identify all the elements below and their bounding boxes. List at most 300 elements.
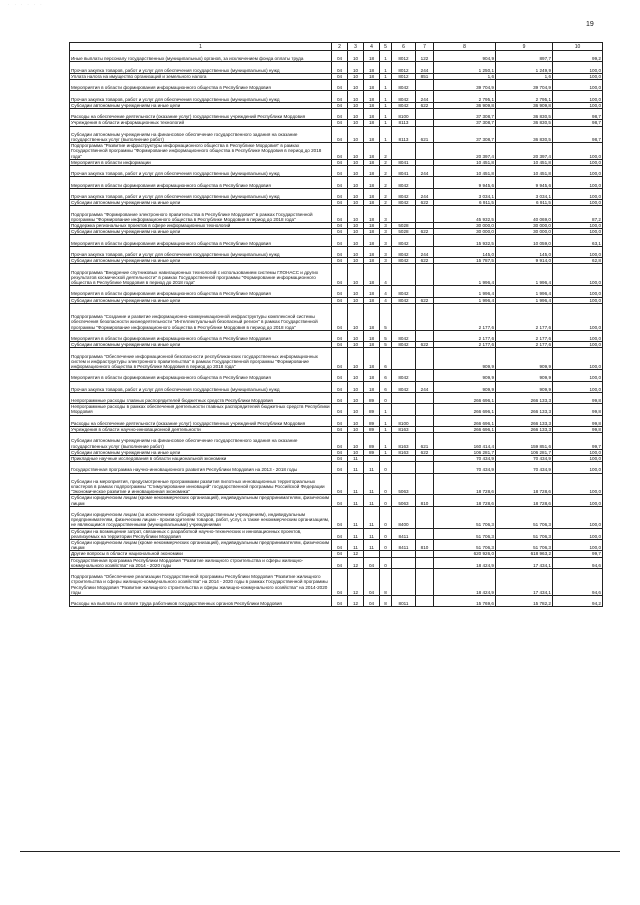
planned-amount-cell: 37 308,7 (434, 108, 496, 119)
planned-amount-cell: 15 787,5 (434, 258, 496, 264)
executed-amount-cell: 51 706,3 (496, 540, 553, 551)
section-code-cell: 04 (332, 427, 348, 433)
table-row (70, 330, 603, 341)
section-code-cell: 04 (332, 51, 348, 62)
percent-executed-cell: 100,0 (553, 303, 603, 330)
target-code-cell: 5063 (392, 473, 416, 495)
subsection-code-cell: 10 (348, 73, 364, 79)
executed-amount-cell: 266 133,3 (496, 415, 553, 426)
planned-amount-cell: 2 177,6 (434, 330, 496, 341)
table-row (70, 495, 603, 506)
section-code-cell: 04 (332, 303, 348, 330)
subprogram-code-cell: 1 (380, 404, 392, 415)
program-code-cell: 18 (364, 206, 380, 223)
subprogram-code-cell: 4 (380, 286, 392, 297)
expense-type-cell (416, 303, 434, 330)
subprogram-code-cell: 2 (380, 200, 392, 206)
planned-amount-cell: 30 000,0 (434, 222, 496, 228)
table-row (70, 264, 603, 286)
program-code-cell: 18 (364, 126, 380, 143)
expense-type-cell (416, 348, 434, 370)
header-cell: 6 (392, 43, 416, 51)
target-code-cell: 8100 (392, 108, 416, 119)
subprogram-code-cell: 1 (380, 126, 392, 143)
expense-type-cell (416, 462, 434, 473)
subprogram-code-cell: 0 (380, 495, 392, 506)
subsection-code-cell: 10 (348, 177, 364, 188)
expense-type-cell: 810 (416, 495, 434, 506)
program-code-cell: 18 (364, 188, 380, 199)
target-code-cell (392, 569, 416, 596)
subprogram-code-cell: 1 (380, 102, 392, 108)
program-code-cell: 18 (364, 297, 380, 303)
item-name-cell: Подпрограмма "Развитие инфраструктуры информационного общества в Республике Мордовия" в рамках Государственной программы "Формирование информационного общества в Республике Мордовия в период до 2018 года" (70, 143, 332, 160)
item-name-cell: Субсидии автономным учреждениям на иные цели (70, 297, 332, 303)
subsection-code-cell: 10 (348, 206, 364, 223)
program-code-cell: 18 (364, 79, 380, 90)
planned-amount-cell: 909,9 (434, 348, 496, 370)
expense-type-cell (416, 206, 434, 223)
section-code-cell: 04 (332, 433, 348, 450)
table-row (70, 126, 603, 143)
subprogram-code-cell: 1 (380, 449, 392, 455)
item-name-cell: Другие вопросы в области национальной экономики (70, 551, 332, 557)
section-code-cell: 04 (332, 73, 348, 79)
header-cell: 8 (434, 43, 496, 51)
subsection-code-cell: 10 (348, 143, 364, 160)
program-code-cell: 89 (364, 449, 380, 455)
expense-type-cell: 244 (416, 188, 434, 199)
planned-amount-cell: 3 034,1 (434, 188, 496, 199)
subprogram-code-cell: 2 (380, 159, 392, 165)
executed-amount-cell: 10 451,8 (496, 159, 553, 165)
planned-amount-cell: 1 250,1 (434, 62, 496, 73)
executed-amount-cell: 1 996,4 (496, 264, 553, 286)
subprogram-code-cell: 5 (380, 303, 392, 330)
target-code-cell: 8163 (392, 449, 416, 455)
subprogram-code-cell: 1 (380, 91, 392, 102)
executed-amount-cell: 30 000,0 (496, 229, 553, 235)
percent-executed-cell: 100,0 (553, 473, 603, 495)
subprogram-code-cell: 3 (380, 222, 392, 228)
executed-amount-cell: 18 728,6 (496, 495, 553, 506)
header-cell: 1 (70, 43, 332, 51)
table-row (70, 348, 603, 370)
table-row (70, 370, 603, 381)
item-name-cell: Мероприятия в области формирования информационного общества в Республике Мордовия (70, 286, 332, 297)
percent-executed-cell: 100,0 (553, 297, 603, 303)
percent-executed-cell: 100,0 (553, 177, 603, 188)
section-code-cell: 04 (332, 569, 348, 596)
program-code-cell: 18 (364, 200, 380, 206)
executed-amount-cell: 30 000,0 (496, 222, 553, 228)
item-name-cell: Расходы на обеспечение деятельности (оказание услуг) государственных учреждений Республики Мордовия (70, 415, 332, 426)
expense-type-cell (416, 404, 434, 415)
item-name-cell: Непрограммные расходы главных распорядителей бюджетных средств Республики Мордовия (70, 392, 332, 403)
subsection-code-cell: 12 (348, 551, 364, 557)
subsection-code-cell: 10 (348, 222, 364, 228)
target-code-cell: 5028 (392, 222, 416, 228)
item-name-cell: Подпрограмма "Обеспечение реализации Государственной программы Республики Мордовия "Развитие жилищного строительства и сферы жилищно-коммунального хозяйства" на 2014 - 2020 годы в рамках Государственной программы Республики Мордовия "Развитие жилищного строительства и сферы жилищно-коммунального хозяйства" на 2014-2020 годы (70, 569, 332, 596)
expense-type-cell (416, 392, 434, 403)
table-row (70, 143, 603, 160)
item-name-cell: Мероприятия в области формирования информационного общества в Республике Мордовия (70, 79, 332, 90)
planned-amount-cell: 15 769,6 (434, 596, 496, 607)
section-code-cell: 04 (332, 200, 348, 206)
item-name-cell: Субсидии автономным учреждениям на иные цели (70, 258, 332, 264)
section-code-cell: 04 (332, 206, 348, 223)
executed-amount-cell: 897,7 (496, 51, 553, 62)
percent-executed-cell: 100,0 (553, 348, 603, 370)
table-row (70, 303, 603, 330)
subsection-code-cell: 10 (348, 330, 364, 341)
item-name-cell: Мероприятия в области формирования информационного общества в Республике Мордовия (70, 177, 332, 188)
target-code-cell: 8042 (392, 200, 416, 206)
item-name-cell: Мероприятия в области формирования информационного общества в Республике Мордовия (70, 235, 332, 246)
table-row (70, 381, 603, 392)
executed-amount-cell: 40 069,0 (496, 206, 553, 223)
program-code-cell: 11 (364, 506, 380, 528)
program-code-cell: 18 (364, 159, 380, 165)
target-code-cell: 8042 (392, 188, 416, 199)
percent-executed-cell: 94,2 (553, 596, 603, 607)
header-cell: 9 (496, 43, 553, 51)
item-name-cell: Учреждения в области научно-инновационной деятельности (70, 427, 332, 433)
header-cell: 10 (553, 43, 603, 51)
program-code-cell: 18 (364, 381, 380, 392)
percent-executed-cell: 98,7 (553, 120, 603, 126)
subprogram-code-cell: 3 (380, 206, 392, 223)
program-code-cell: 18 (364, 246, 380, 257)
program-code-cell: 18 (364, 177, 380, 188)
expense-type-cell: 622 (416, 200, 434, 206)
executed-amount-cell: 909,9 (496, 381, 553, 392)
percent-executed-cell: 99,8 (553, 392, 603, 403)
target-code-cell: 8042 (392, 102, 416, 108)
executed-amount-cell: 9 914,0 (496, 258, 553, 264)
target-code-cell: 8100 (392, 415, 416, 426)
executed-amount-cell: 6 911,5 (496, 200, 553, 206)
subsection-code-cell: 11 (348, 473, 364, 495)
expense-type-cell: 622 (416, 297, 434, 303)
target-code-cell: 8163 (392, 427, 416, 433)
section-code-cell: 04 (332, 222, 348, 228)
executed-amount-cell: 266 133,3 (496, 392, 553, 403)
section-code-cell: 04 (332, 297, 348, 303)
section-code-cell: 04 (332, 392, 348, 403)
executed-amount-cell: 70 434,9 (496, 462, 553, 473)
planned-amount-cell: 904,9 (434, 51, 496, 62)
percent-executed-cell: 100,0 (553, 286, 603, 297)
executed-amount-cell: 106 281,7 (496, 449, 553, 455)
executed-amount-cell: 1,6 (496, 73, 553, 79)
target-code-cell: 8411 (392, 540, 416, 551)
target-code-cell: 8042 (392, 297, 416, 303)
target-code-cell: 5063 (392, 495, 416, 506)
section-code-cell: 04 (332, 108, 348, 119)
target-code-cell: 8011 (392, 596, 416, 607)
subprogram-code-cell: 6 (380, 348, 392, 370)
executed-amount-cell: 2 795,1 (496, 91, 553, 102)
subsection-code-cell: 11 (348, 528, 364, 539)
percent-executed-cell: 100,0 (553, 246, 603, 257)
executed-amount-cell: 17 434,1 (496, 569, 553, 596)
subsection-code-cell: 11 (348, 506, 364, 528)
target-code-cell: 8113 (392, 126, 416, 143)
item-name-cell: Прикладные научные исследования в области национальной экономики (70, 456, 332, 462)
subprogram-code-cell: 4 (380, 264, 392, 286)
expense-type-cell: 622 (416, 229, 434, 235)
program-code-cell: 18 (364, 165, 380, 176)
subprogram-code-cell: 3 (380, 229, 392, 235)
program-code-cell: 18 (364, 222, 380, 228)
section-code-cell: 04 (332, 286, 348, 297)
executed-amount-cell: 145,0 (496, 246, 553, 257)
item-name-cell: Субсидии юридическим лицам (кроме некоммерческих организаций), индивидуальным предпринимателям, физическим лицам (70, 540, 332, 551)
executed-amount-cell: 17 434,1 (496, 557, 553, 568)
subprogram-code-cell: 1 (380, 427, 392, 433)
executed-amount-cell: 18 728,6 (496, 473, 553, 495)
subprogram-code-cell: 3 (380, 258, 392, 264)
item-name-cell: Прочая закупка товаров, работ и услуг для обеспечения государственных (муниципальных) нужд (70, 91, 332, 102)
header-cell: 5 (380, 43, 392, 51)
planned-amount-cell: 15 932,5 (434, 235, 496, 246)
percent-executed-cell: 62,8 (553, 258, 603, 264)
subsection-code-cell: 10 (348, 303, 364, 330)
percent-executed-cell: 100,0 (553, 462, 603, 473)
item-name-cell: Иные выплаты персоналу государственных (муниципальных) органов, за исключением фонда оплаты труда (70, 51, 332, 62)
percent-executed-cell: 100,0 (553, 456, 603, 462)
subsection-code-cell: 10 (348, 370, 364, 381)
planned-amount-cell: 266 696,1 (434, 427, 496, 433)
program-code-cell: 18 (364, 370, 380, 381)
target-code-cell (392, 404, 416, 415)
subsection-code-cell: 10 (348, 449, 364, 455)
subprogram-code-cell: 1 (380, 433, 392, 450)
program-code-cell: 18 (364, 62, 380, 73)
executed-amount-cell: 266 133,3 (496, 427, 553, 433)
target-code-cell: 8042 (392, 381, 416, 392)
subsection-code-cell: 10 (348, 297, 364, 303)
table-row (70, 177, 603, 188)
program-code-cell: 89 (364, 404, 380, 415)
executed-amount-cell: 70 434,9 (496, 456, 553, 462)
program-code-cell: 18 (364, 342, 380, 348)
executed-amount-cell: 36 909,8 (496, 102, 553, 108)
section-code-cell: 04 (332, 102, 348, 108)
planned-amount-cell: 2 177,6 (434, 342, 496, 348)
section-code-cell: 04 (332, 540, 348, 551)
program-code-cell: 18 (364, 303, 380, 330)
expense-type-cell (416, 528, 434, 539)
expense-type-cell (416, 415, 434, 426)
expense-type-cell: 244 (416, 246, 434, 257)
program-code-cell: 18 (364, 235, 380, 246)
subprogram-code-cell: 2 (380, 143, 392, 160)
target-code-cell: 8041 (392, 165, 416, 176)
program-code-cell: 18 (364, 91, 380, 102)
table-row (70, 540, 603, 551)
subprogram-code-cell: 1 (380, 415, 392, 426)
subsection-code-cell: 10 (348, 126, 364, 143)
program-code-cell: 11 (364, 540, 380, 551)
percent-executed-cell: 100,0 (553, 73, 603, 79)
section-code-cell: 04 (332, 120, 348, 126)
expense-type-cell: 810 (416, 540, 434, 551)
target-code-cell (392, 206, 416, 223)
percent-executed-cell: 100,0 (553, 159, 603, 165)
executed-amount-cell: 39 704,9 (496, 79, 553, 90)
section-code-cell: 04 (332, 165, 348, 176)
item-name-cell: Прочая закупка товаров, работ и услуг для обеспечения государственных (муниципальных) нужд (70, 165, 332, 176)
section-code-cell: 04 (332, 62, 348, 73)
executed-amount-cell: 1 996,4 (496, 297, 553, 303)
item-name-cell: Уплата налога на имущество организаций и земельного налога (70, 73, 332, 79)
target-code-cell (392, 264, 416, 286)
subsection-code-cell: 10 (348, 200, 364, 206)
table-row (70, 108, 603, 119)
table-row (70, 206, 603, 223)
section-code-cell: 04 (332, 381, 348, 392)
section-code-cell: 04 (332, 79, 348, 90)
planned-amount-cell: 909,9 (434, 370, 496, 381)
table-row (70, 528, 603, 539)
percent-executed-cell: 100,0 (553, 449, 603, 455)
header-cell: 2 (332, 43, 348, 51)
planned-amount-cell: 10 451,8 (434, 159, 496, 165)
percent-executed-cell: 100,0 (553, 540, 603, 551)
target-code-cell: 8042 (392, 286, 416, 297)
expense-type-cell (416, 557, 434, 568)
subsection-code-cell: 12 (348, 569, 364, 596)
table-row (70, 235, 603, 246)
section-code-cell: 04 (332, 91, 348, 102)
table-row (70, 596, 603, 607)
table-row (70, 506, 603, 528)
executed-amount-cell: 909,9 (496, 370, 553, 381)
expense-type-cell (416, 235, 434, 246)
expense-type-cell (416, 286, 434, 297)
percent-executed-cell: 87,2 (553, 206, 603, 223)
subsection-code-cell: 10 (348, 392, 364, 403)
target-code-cell: 8042 (392, 330, 416, 341)
expense-type-cell (416, 143, 434, 160)
executed-amount-cell: 909,9 (496, 348, 553, 370)
table-row (70, 79, 603, 90)
percent-executed-cell: 100,0 (553, 330, 603, 341)
executed-amount-cell: 51 706,3 (496, 506, 553, 528)
planned-amount-cell: 51 706,3 (434, 506, 496, 528)
expense-type-cell: 621 (416, 433, 434, 450)
table-row (70, 392, 603, 403)
percent-executed-cell: 100,0 (553, 200, 603, 206)
section-code-cell: 04 (332, 348, 348, 370)
program-code-cell: 18 (364, 229, 380, 235)
item-name-cell: Субсидии на мероприятия, предусмотренные программами развития пилотных инновационных территориальных кластеров в рамках подпрограммы "Стимулирование инноваций" государственной программы Российской Федерации "Экономическое развитие и инновационная экономика" (70, 473, 332, 495)
program-code-cell: 04 (364, 569, 380, 596)
planned-amount-cell: 9 945,6 (434, 177, 496, 188)
subsection-code-cell: 11 (348, 456, 364, 462)
subsection-code-cell: 10 (348, 79, 364, 90)
percent-executed-cell: 99,8 (553, 427, 603, 433)
planned-amount-cell: 39 704,9 (434, 79, 496, 90)
target-code-cell (392, 462, 416, 473)
subsection-code-cell: 10 (348, 415, 364, 426)
item-name-cell: Расходы на выплаты по оплате труда работников государственных органов Республики Мордовия (70, 596, 332, 607)
program-code-cell: 18 (364, 108, 380, 119)
planned-amount-cell: 160 414,4 (434, 433, 496, 450)
subsection-code-cell: 12 (348, 557, 364, 568)
subprogram-code-cell: 2 (380, 165, 392, 176)
planned-amount-cell: 51 706,3 (434, 528, 496, 539)
item-name-cell: Учреждения в области информационных технологий (70, 120, 332, 126)
section-code-cell: 04 (332, 258, 348, 264)
expense-type-cell (416, 596, 434, 607)
planned-amount-cell: 18 424,9 (434, 557, 496, 568)
item-name-cell: Субсидии автономным учреждениям на иные цели (70, 342, 332, 348)
subsection-code-cell: 10 (348, 427, 364, 433)
expense-type-cell (416, 108, 434, 119)
section-code-cell: 04 (332, 404, 348, 415)
planned-amount-cell: 70 434,9 (434, 462, 496, 473)
program-code-cell: 11 (364, 528, 380, 539)
subprogram-code-cell: 0 (380, 506, 392, 528)
subsection-code-cell: 10 (348, 165, 364, 176)
planned-amount-cell: 36 909,8 (434, 102, 496, 108)
expense-type-cell: 622 (416, 102, 434, 108)
target-code-cell: 8042 (392, 342, 416, 348)
subprogram-code-cell: 1 (380, 73, 392, 79)
target-code-cell: 8041 (392, 159, 416, 165)
section-code-cell: 04 (332, 264, 348, 286)
subsection-code-cell: 10 (348, 188, 364, 199)
section-code-cell: 04 (332, 330, 348, 341)
program-code-cell: 04 (364, 557, 380, 568)
percent-executed-cell: 100,0 (553, 229, 603, 235)
subsection-code-cell: 10 (348, 246, 364, 257)
section-code-cell: 04 (332, 415, 348, 426)
planned-amount-cell: 266 696,1 (434, 392, 496, 403)
planned-amount-cell: 106 281,7 (434, 449, 496, 455)
item-name-cell: Мероприятия в области формирования информационного общества в Республике Мордовия (70, 330, 332, 341)
executed-amount-cell: 51 706,3 (496, 528, 553, 539)
program-code-cell: 18 (364, 286, 380, 297)
executed-amount-cell: 10 451,8 (496, 165, 553, 176)
planned-amount-cell: 266 696,1 (434, 415, 496, 426)
subsection-code-cell: 10 (348, 404, 364, 415)
section-code-cell: 04 (332, 342, 348, 348)
subprogram-code-cell: 1 (380, 79, 392, 90)
target-code-cell: 8042 (392, 258, 416, 264)
subsection-code-cell: 10 (348, 381, 364, 392)
planned-amount-cell: 70 434,9 (434, 456, 496, 462)
planned-amount-cell: 909,9 (434, 381, 496, 392)
item-name-cell: Подпрограмма "Формирование электронного правительства в Республике Мордовия" в рамках Государственной программы "Формирование информационного общества в Республике Мордовия в период до 2018 года" (70, 206, 332, 223)
subsection-code-cell: 10 (348, 258, 364, 264)
program-code-cell: 18 (364, 102, 380, 108)
target-code-cell: 8042 (392, 177, 416, 188)
target-code-cell: 8012 (392, 51, 416, 62)
subprogram-code-cell: 0 (380, 462, 392, 473)
subprogram-code-cell: 0 (380, 540, 392, 551)
percent-executed-cell: 94,6 (553, 557, 603, 568)
subprogram-code-cell: 3 (380, 246, 392, 257)
expense-type-cell: 622 (416, 258, 434, 264)
item-name-cell: Субсидии автономным учреждениям на финансовое обеспечение государственного задания на оказание государственных услуг (выполнение работ) (70, 433, 332, 450)
planned-amount-cell: 145,0 (434, 246, 496, 257)
target-code-cell (392, 303, 416, 330)
percent-executed-cell: 100,0 (553, 102, 603, 108)
